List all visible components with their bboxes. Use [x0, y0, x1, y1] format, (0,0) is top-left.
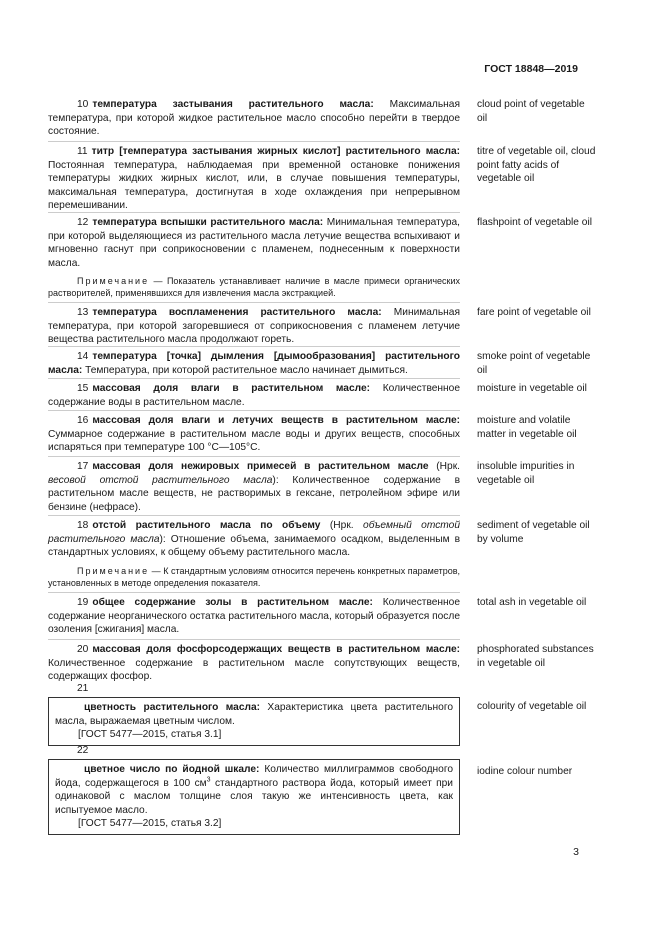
term-definition: Количественное содержание в растительном масле сопутствующих веществ, содержащих фосфор. — [48, 657, 460, 683]
deprecated-term: объемный отстой растительного масла — [48, 520, 461, 545]
term-number: 17 — [77, 461, 89, 472]
term-title: температура застывания растительного масла: — [92, 99, 374, 110]
term-entry-18 — [48, 519, 460, 560]
english-equivalent-11: titre of vegetable oil, cloud point fatty acids of vegetable oil — [477, 146, 596, 185]
note-2 — [48, 565, 460, 590]
english-equivalent-17: insoluble impurities in vegetable oil — [477, 461, 575, 486]
term-title: массовая доля влаги в растительном масле: — [92, 383, 371, 394]
row-divider — [48, 410, 460, 411]
note-text: — К стандартным условиям относится перечень конкретных параметров, установленных в методе определения показателя. — [48, 566, 460, 589]
row-divider — [48, 346, 460, 347]
english-equivalent-20: phosphorated substances in vegetable oil — [477, 644, 594, 669]
english-equivalent-15: moisture in vegetable oil — [477, 383, 587, 394]
term-title: цветное число по йодной шкале: — [84, 764, 260, 775]
term-definition: Минимальная температура, при которой выделяющиеся из растительного масла летучие вещества вспыхивают и мгновенно гаснут при соприкосновении с пламенем, поднесенным к поверхности масла. — [48, 217, 461, 269]
term-definition: Количественное содержание воды в растительном масле. — [48, 383, 460, 408]
term-definition: Количественное содержание неорганического остатка растительного масла, который образуется после озоления [сжигания] масла. — [48, 597, 460, 636]
term-title: массовая доля влаги и летучих веществ в растительном масле: — [92, 415, 460, 426]
english-equivalent-19: total ash in vegetable oil — [477, 597, 587, 608]
term-entry-11 — [48, 145, 460, 213]
term-number: 10 — [77, 99, 89, 110]
term-title: общее содержание золы в растительном масле: — [92, 597, 373, 608]
english-equivalent-18: sediment of vegetable oil by volume — [477, 520, 590, 545]
note-label: Примечание — [77, 276, 150, 286]
term-entry-15 — [48, 382, 460, 409]
term-definition: Минимальная температура, при которой загоревшиеся от соприкосновения с пламенем летучие вещества растительного масла продолжают гореть. — [48, 307, 460, 346]
english-equivalent-14: smoke point of vegetable oil — [477, 351, 591, 376]
term-number: 19 — [77, 597, 89, 608]
row-divider — [48, 639, 460, 640]
note-text: — Показатель устанавливает наличие в масле примеси органических растворителей, применявшихся для извлечения масла экстракцией. — [48, 276, 460, 299]
document-header: ГОСТ 18848—2019 — [484, 63, 578, 75]
source-reference: [ГОСТ 5477—2015, статья 3.2] — [78, 818, 222, 830]
quoted-term-box-22 — [48, 759, 460, 835]
term-pre: (Нрк. — [320, 520, 364, 531]
term-definition: Температура, при которой растительное масло начинает дымиться. — [82, 364, 408, 376]
term-definition: ): Количественное содержание в растительном масле веществ, не растворимых в гексане, петролейном эфире или бензине (нефрасе). — [48, 474, 460, 513]
quoted-term-box-21 — [48, 697, 460, 746]
row-divider — [48, 302, 460, 303]
source-reference: [ГОСТ 5477—2015, статья 3.1] — [78, 729, 222, 741]
term-entry-17 — [48, 460, 460, 514]
term-title: отстой растительного масла по объему — [92, 520, 321, 531]
term-definition: Суммарное содержание в растительном масле воды и других веществ, способных испаряться при температуре 100 °С—105°С. — [48, 428, 460, 454]
term-title: массовая доля фосфорсодержащих веществ в растительном масле: — [92, 644, 460, 655]
row-divider — [48, 456, 460, 457]
term-number-22: 22 — [77, 745, 89, 756]
term-number: 13 — [77, 307, 89, 318]
term-number-21: 21 — [77, 683, 89, 694]
row-divider — [48, 592, 460, 593]
term-entry-13 — [48, 306, 460, 347]
english-equivalent-12: flashpoint of vegetable oil — [477, 217, 592, 228]
note-1 — [48, 275, 460, 300]
term-number: 20 — [77, 644, 89, 655]
row-divider — [48, 515, 460, 516]
term-number: 11 — [77, 146, 88, 157]
superscript: 3 — [206, 776, 211, 784]
english-equivalent-13: fare point of vegetable oil — [477, 307, 591, 318]
deprecated-term: весовой отстой растительного масла — [48, 474, 273, 486]
term-entry-16 — [48, 414, 460, 455]
term-number: 14 — [77, 351, 89, 362]
term-title: массовая доля нежировых примесей в растительном масле — [92, 461, 429, 472]
term-pre: (Нрк. — [428, 461, 460, 472]
english-equivalent-16: moisture and volatile matter in vegetable oil — [477, 415, 577, 440]
term-title: температура [точка] дымления [дымообразования] растительного масла: — [48, 351, 460, 376]
term-definition: Постоянная температура, наблюдаемая при временной остановке понижения температуры жидких жирных кислот, или, в случае повышения температуры, максимальная температура, достигнутая в ходе охлаждения при непрерывном перемешивании. — [48, 159, 460, 212]
term-definition: Максимальная температура, при которой жидкое растительное масло способно перейти в твердое состояние. — [48, 99, 460, 138]
english-equivalent-22: iodine colour number — [477, 766, 573, 777]
term-entry-10 — [48, 98, 460, 139]
english-equivalent-10: cloud point of vegetable oil — [477, 99, 585, 124]
page-number: 3 — [573, 846, 579, 858]
term-definition: Количество миллиграммов свободного йода, содержащегося в 100 см — [55, 764, 453, 789]
term-entry-14 — [48, 350, 460, 377]
row-divider — [48, 378, 460, 379]
term-entry-20 — [48, 643, 460, 684]
term-entry-19 — [48, 596, 460, 637]
term-number: 15 — [77, 383, 89, 394]
term-definition: ): Отношение объема, занимаемого осадком, выделенным в стандартных условиях, к общему объему растительного масла. — [48, 533, 460, 559]
note-label: Примечание — [77, 566, 150, 576]
term-entry-12 — [48, 216, 460, 270]
term-definition: Характеристика цвета растительного масла, выражаемая цветным числом. — [55, 702, 453, 727]
term-title: цветность растительного масла: — [84, 702, 261, 713]
term-title: температура вспышки растительного масла: — [92, 217, 324, 228]
row-divider — [48, 141, 460, 142]
row-divider — [48, 212, 460, 213]
term-number: 18 — [77, 520, 89, 531]
term-title: температура воспламенения растительного масла: — [92, 307, 382, 318]
term-number: 12 — [77, 217, 89, 228]
term-title: титр [температура застывания жирных кислот] растительного масла: — [91, 146, 460, 157]
english-equivalent-21: colourity of vegetable oil — [477, 701, 587, 712]
term-definition-cont: стандартного раствора йода, который имеет при одинаковой с маслом толщине слоя такую же интенсивность цвета, как испытуемое масло. — [55, 777, 453, 816]
term-number: 16 — [77, 415, 89, 426]
